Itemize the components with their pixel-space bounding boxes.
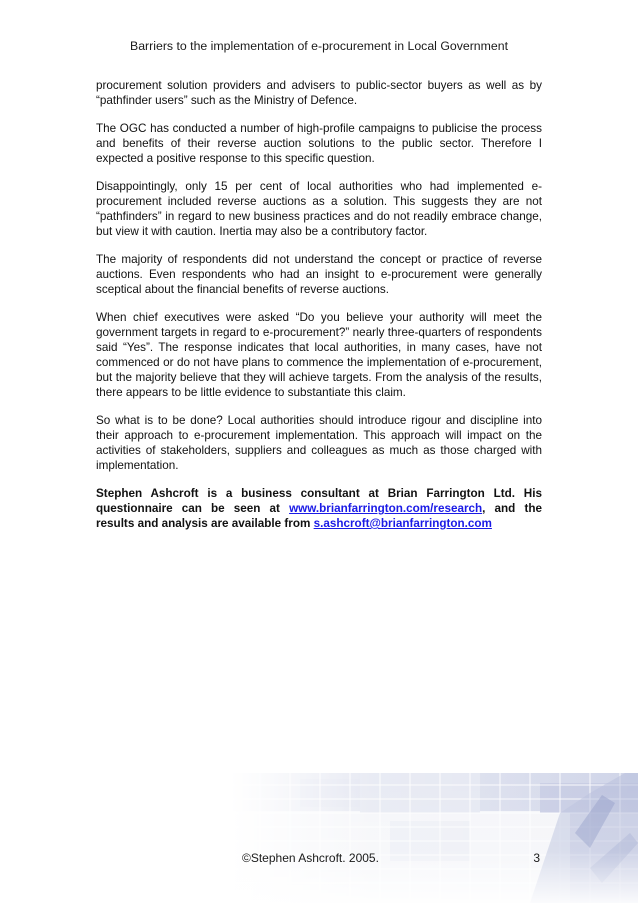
paragraph-6: So what is to be done? Local authorities should introduce rigour and discipline into their approach to e-procurement implementation. This approach will impact on the activities of stakeholders, suppliers and colleagues as much as those charged with implementation. <box>96 414 542 472</box>
document-body <box>96 78 542 544</box>
paragraph-1: procurement solution providers and advisers to public-sector buyers as well as by “pathfinder users” such as the Ministry of Defence. <box>96 79 542 107</box>
paragraph-2: The OGC has conducted a number of high-profile campaigns to publicise the process and benefits of their reverse auction solutions to the public sector. Therefore I expected a positive response to this specific question. <box>96 122 542 165</box>
author-bio <box>96 486 542 531</box>
email-link[interactable]: s.ashcroft@brianfarrington.com <box>313 517 492 530</box>
grid-graphic <box>230 773 638 903</box>
page-header <box>0 39 638 53</box>
paragraph-3: Disappointingly, only 15 per cent of local authorities who had implemented e-procurement included reverse auctions as a solution. This suggests they are not “pathfinders” in regard to new business practices and do not readily embrace change, but view it with caution. Inertia may also be a contributory factor. <box>96 180 542 238</box>
paragraph-4: The majority of respondents did not understand the concept or practice of reverse auctions. Even respondents who had an insight to e-procurement were generally sceptical about the financial benefits of reverse auctions. <box>96 253 542 296</box>
footer-copyright: ©Stephen Ashcroft. 2005. <box>242 851 379 865</box>
bio-text-1: Stephen Ashcroft is a business consultant at Brian Farrington Ltd. His questionnaire can be seen at <box>96 487 542 515</box>
page-number: 3 <box>533 851 540 865</box>
footer-decoration <box>230 773 638 903</box>
paragraph-5: When chief executives were asked “Do you believe your authority will meet the government targets in regard to e-procurement?” nearly three-quarters of respondents said “Yes”. The response indicates that local authorities, in many cases, have not commenced or do not have plans to commence the implementation of e-procurement, but the majority believe that they will achieve targets. From the analysis of the results, there appears to be little evidence to substantiate this claim. <box>96 311 542 399</box>
bio-text-2: , and the results and analysis are available from <box>96 502 542 530</box>
header-title: Barriers to the implementation of e-procurement in Local Government <box>130 39 508 53</box>
research-link[interactable]: www.brianfarrington.com/research <box>289 502 483 515</box>
